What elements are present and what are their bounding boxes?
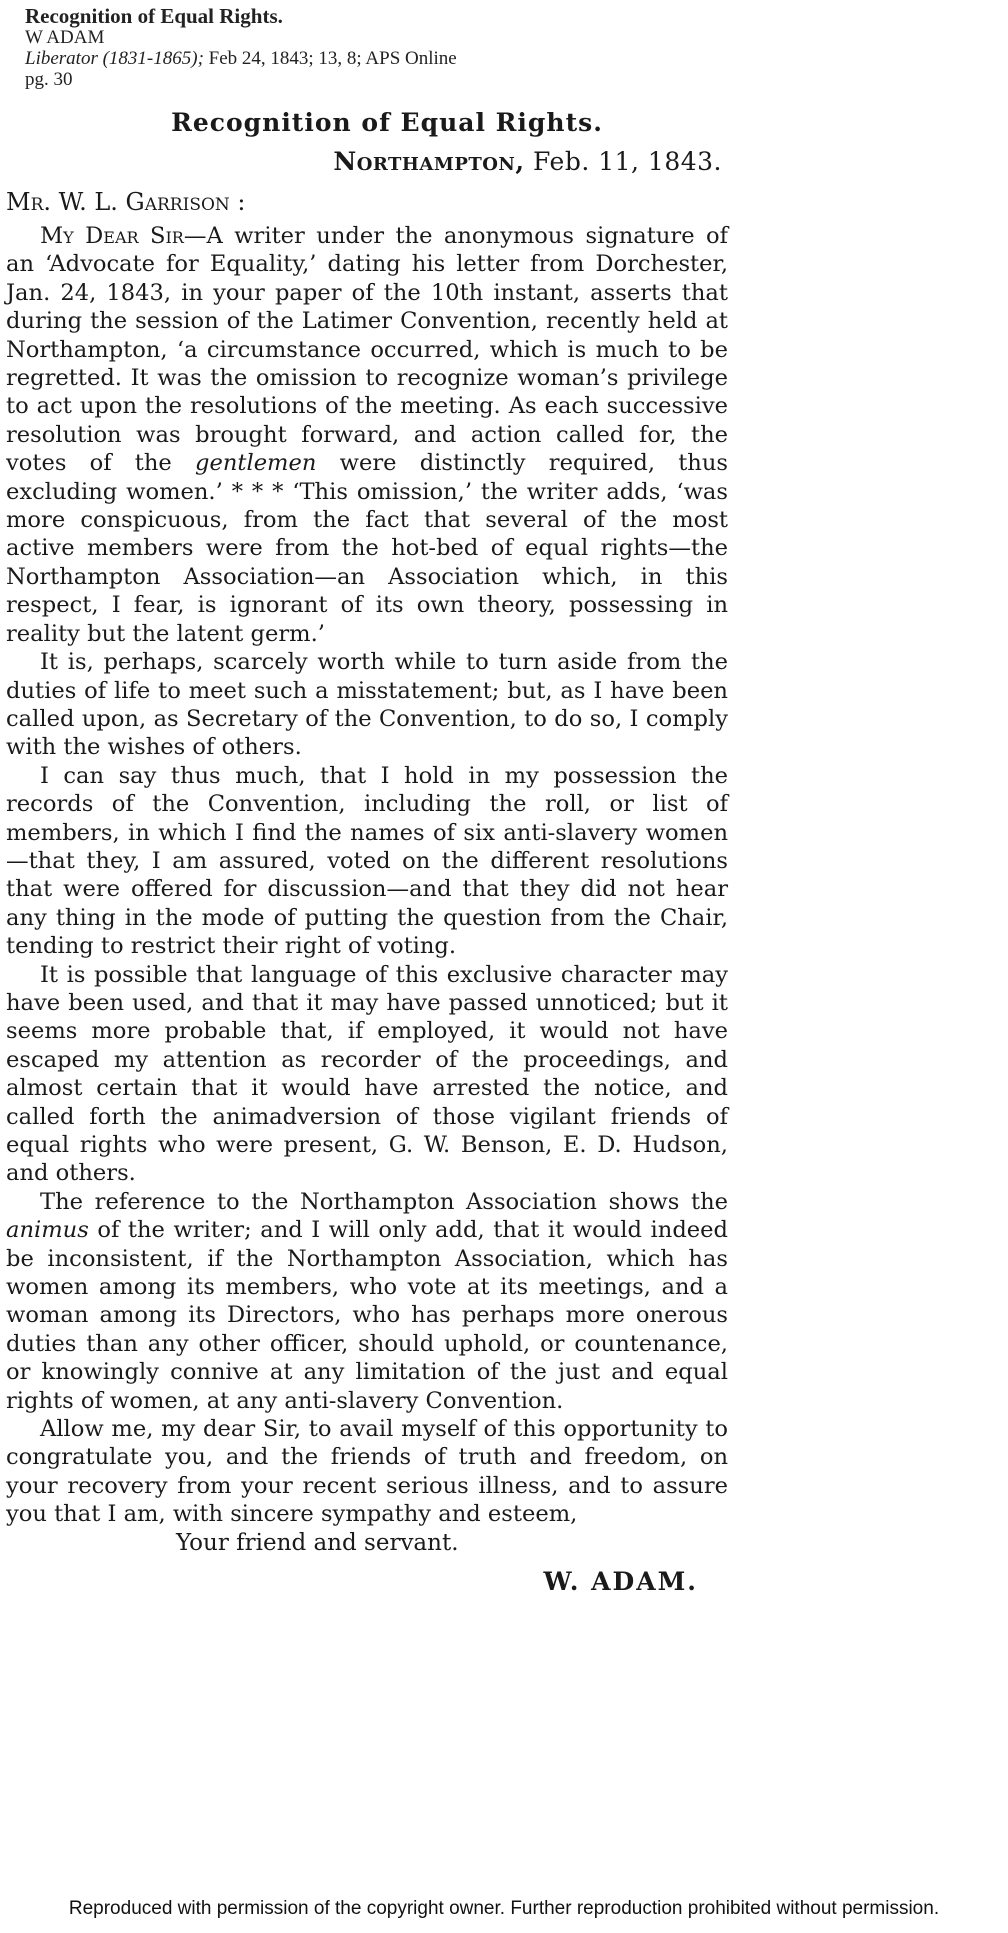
dateline-place: Northampton, — [333, 147, 525, 176]
copyright-notice: Reproduced with permission of the copyright owner. Further reproduction prohibited without permission. — [68, 1898, 940, 1919]
citation-author: W ADAM — [25, 27, 105, 48]
paragraph-1-text-b: were distinctly required, thus excluding women.’ * * * ‘This omission,’ the writer adds, ‘was more conspicuous, from the fact that several of the most active members were from the hot-bed of equal rights—the Northampton Association—an Association which, in this respect, I fear, is ignorant of its own theory, possessing in reality but the latent germ.’ — [6, 450, 728, 647]
paragraph-1 — [6, 222, 728, 648]
paragraph-5-text-a: The reference to the Northampton Association shows the — [40, 1188, 728, 1215]
article-headline: Recognition of Equal Rights. — [171, 108, 603, 137]
letter-closing: Your friend and servant. — [176, 1529, 459, 1556]
paragraph-1-emphasis: gentlemen — [195, 450, 317, 477]
paragraph-5-text-b: of the writer; and I will only add, that it would indeed be inconsistent, if the Northampton Association, which has women among its members, who vote at its meetings, and a woman among its Directors, who has perhaps more onerous duties than any other officer, should uphold, or countenance, or knowingly connive at any limitation of the just and equal rights of women, at any anti-slavery Convention. — [6, 1217, 728, 1414]
letter-signature: W. ADAM. — [543, 1566, 698, 1596]
article — [6, 108, 728, 1596]
paragraph-4: It is possible that language of this exclusive character may have been used, and that it may have passed unnoticed; but it seems more probable that, if employed, it would not have escaped my attention as recorder of the proceedings, and almost certain that it would have arrested the notice, and called forth the animadversion of those vigilant friends of equal rights who were present, G. W. Benson, E. D. Hudson, and others. — [6, 961, 728, 1187]
paragraph-5 — [6, 1188, 728, 1415]
citation-details: Feb 24, 1843; 13, 8; APS Online — [203, 48, 457, 69]
article-body — [6, 222, 728, 1529]
citation-source — [25, 48, 457, 69]
paragraph-1-text-a: —A writer under the anonymous signature of an ‘Advocate for Equality,’ dating his letter from Dorchester, Jan. 24, 1843, in your paper of the 10th instant, asserts that during the session of the Latimer Convention, recently held at Northampton, ‘a circumstance occurred, which is much to be regretted. It was the omission to recognize woman’s privilege to act upon the resolutions of the meeting. As each successive resolution was brought forward, and action called for, the votes of the — [6, 223, 728, 477]
paragraph-6: Allow me, my dear Sir, to avail myself of this opportunity to congratulate you, and the friends of truth and freedom, on your recovery from your recent serious illness, and to assure you that I am, with sincere sympathy and esteem, — [6, 1416, 728, 1528]
article-salutation — [6, 188, 728, 216]
salutation-name: Mr. W. L. Garrison — [6, 188, 230, 216]
dateline-date: Feb. 11, 1843. — [524, 147, 722, 176]
citation-page: pg. 30 — [25, 69, 73, 90]
citation-header — [25, 6, 457, 90]
citation-title: Recognition of Equal Rights. — [25, 4, 283, 28]
paragraph-1-lead: My Dear Sir — [40, 223, 184, 249]
paragraph-2: It is, perhaps, scarcely worth while to turn aside from the duties of life to meet such a misstatement; but, as I have been called upon, as Secretary of the Convention, to do so, I comply with the wishes of others. — [6, 649, 728, 761]
salutation-colon: : — [229, 188, 246, 216]
paragraph-5-emphasis: animus — [6, 1217, 89, 1244]
paragraph-3: I can say thus much, that I hold in my possession the records of the Convention, including the roll, or list of members, in which I find the names of six anti-slavery women—that they, I am assured, voted on the different resolutions that were offered for discussion—and that they did not hear any thing in the mode of putting the question from the Chair, tending to restrict their right of voting. — [6, 762, 728, 960]
citation-publication: Liberator (1831-1865); — [25, 48, 204, 69]
article-dateline — [6, 147, 722, 176]
